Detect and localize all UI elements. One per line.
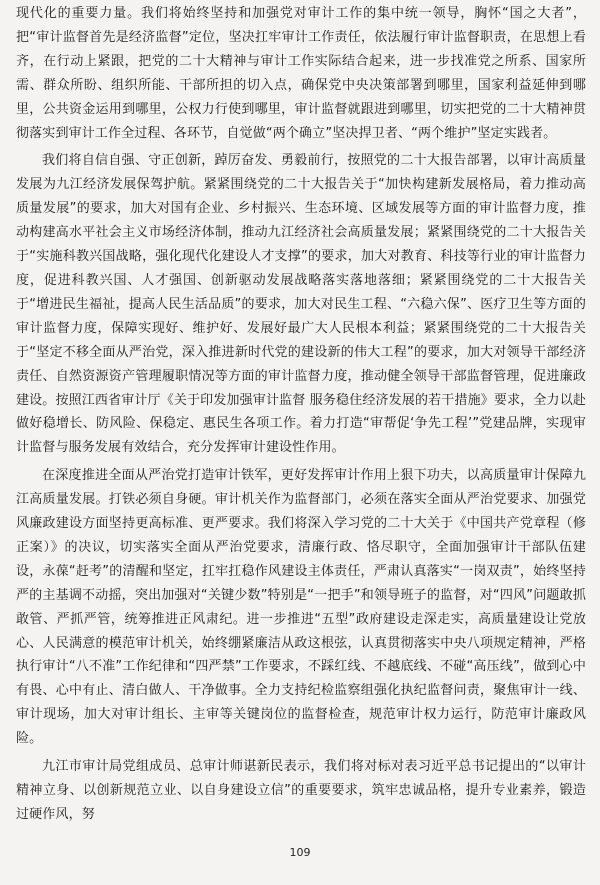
- paragraph-1: 现代化的重要力量。我们将始终坚持和加强党对审计工作的集中统一领导，胸怀“国之大者”，把“审计监督首先是经济监督”定位，坚决扛牢审计工作责任，依法履行审计监督职责，在思想上看齐，在行动上紧跟，把党的二十大精神与审计工作实际结合起来，进一步找准党之所系、国家所需、群众所盼、组织所能、干部所担的切入点，确保党中央决策部署到哪里，国家利益延伸到哪里，公共资金运用到哪里，公权力行使到哪里，审计监督就跟进到哪里，切实把党的二十大精神贯彻落实到审计工作全过程、各环节，自觉做“两个确立”坚决捍卫者、“两个维护”坚定实践者。: [16, 6, 586, 141]
- paragraph-3: 在深度推进全面从严治党打造审计铁军，更好发挥审计作用上狠下功夫，以高质量审计保障九江高质量发展。打铁必须自身硬。审计机关作为监督部门，必须在落实全面从严治党要求、加强党风廉政建设方面坚持更高标准、更严要求。我们将深入学习党的二十大关于《中国共产党章程（修正案）》的决议，切实落实全面从严治党要求，清廉行政、恪尽职守，全面加强审计干部队伍建设，永葆“赶考”的清醒和坚定，扛牢扛稳作风建设主体责任，严肃认真落实“一岗双责”，始终坚持严的主基调不动摇，突出加强对“关键少数”特别是“一把手”和领导班子的监督，对“四风”问题敢抓敢管、严抓严管，统筹推进正风肃纪。进一步推进“五型”政府建设走深走实，高质量建设让党放心、人民满意的模范审计机关，始终绷紧廉洁从政这根弦，认真贯彻落实中央八项规定精神，严格执行审计“八不准”工作纪律和“四严禁”工作要求，不踩红线、不越底线、不碰“高压线”，做到心中有畏、心中有止、清白做人、干净做事。全力支持纪检监察组强化执纪监督问责，聚焦审计一线、审计现场，加大对审计组长、主审等关键岗位的监督检查，规范审计权力运行，防范审计廉政风险。: [16, 468, 586, 747]
- page-number: 109: [289, 846, 311, 859]
- paragraph-2: 我们将自信自强、守正创新，踔厉奋发、勇毅前行，按照党的二十大报告部署，以审计高质量发展为九江经济发展保驾护航。紧紧围绕党的二十大报告关于“加快构建新发展格局，着力推动高质量发展”的要求，加大对国有企业、乡村振兴、生态环境、区域发展等方面的审计监督力度，推动构建高水平社会主义市场经济体制，推动九江经济社会高质量发展；紧紧围绕党的二十大报告关于“实施科教兴国战略，强化现代化建设人才支撑”的要求，加大对教育、科技等行业的审计监督力度，促进科教兴国、人才强国、创新驱动发展战略落实落地落细；紧紧围绕党的二十大报告关于“增进民生福祉，提高人民生活品质”的要求，加大对民生工程、“六稳六保”、医疗卫生等方面的审计监督力度，保障实现好、维护好、发展好最广大人民根本利益；紧紧围绕党的二十大报告关于“坚定不移全面从严治党，深入推进新时代党的建设新的伟大工程”的要求，加大对领导干部经济责任、自然资源资产管理履职情况等方面的审计监督力度，推动健全领导干部监督管理，促进廉政建设。按照江西省审计厅《关于印发加强审计监督 服务稳住经济发展的若干措施》要求，全力以赴做好稳增长、防风险、保稳定、惠民生各项工作。着力打造“审帮促‘争先工程’”党建品牌，实现审计监督与服务发展有效结合，充分发挥审计建设性作用。: [16, 153, 586, 456]
- paragraph-4: 九江市审计局党组成员、总审计师谌新民表示，我们将对标对表习近平总书记提出的“以审计精神立身、以创新规范立业、以自身建设立信”的重要要求，筑牢忠诚品格，提升专业素养，锻造过硬作风，努: [16, 759, 586, 822]
